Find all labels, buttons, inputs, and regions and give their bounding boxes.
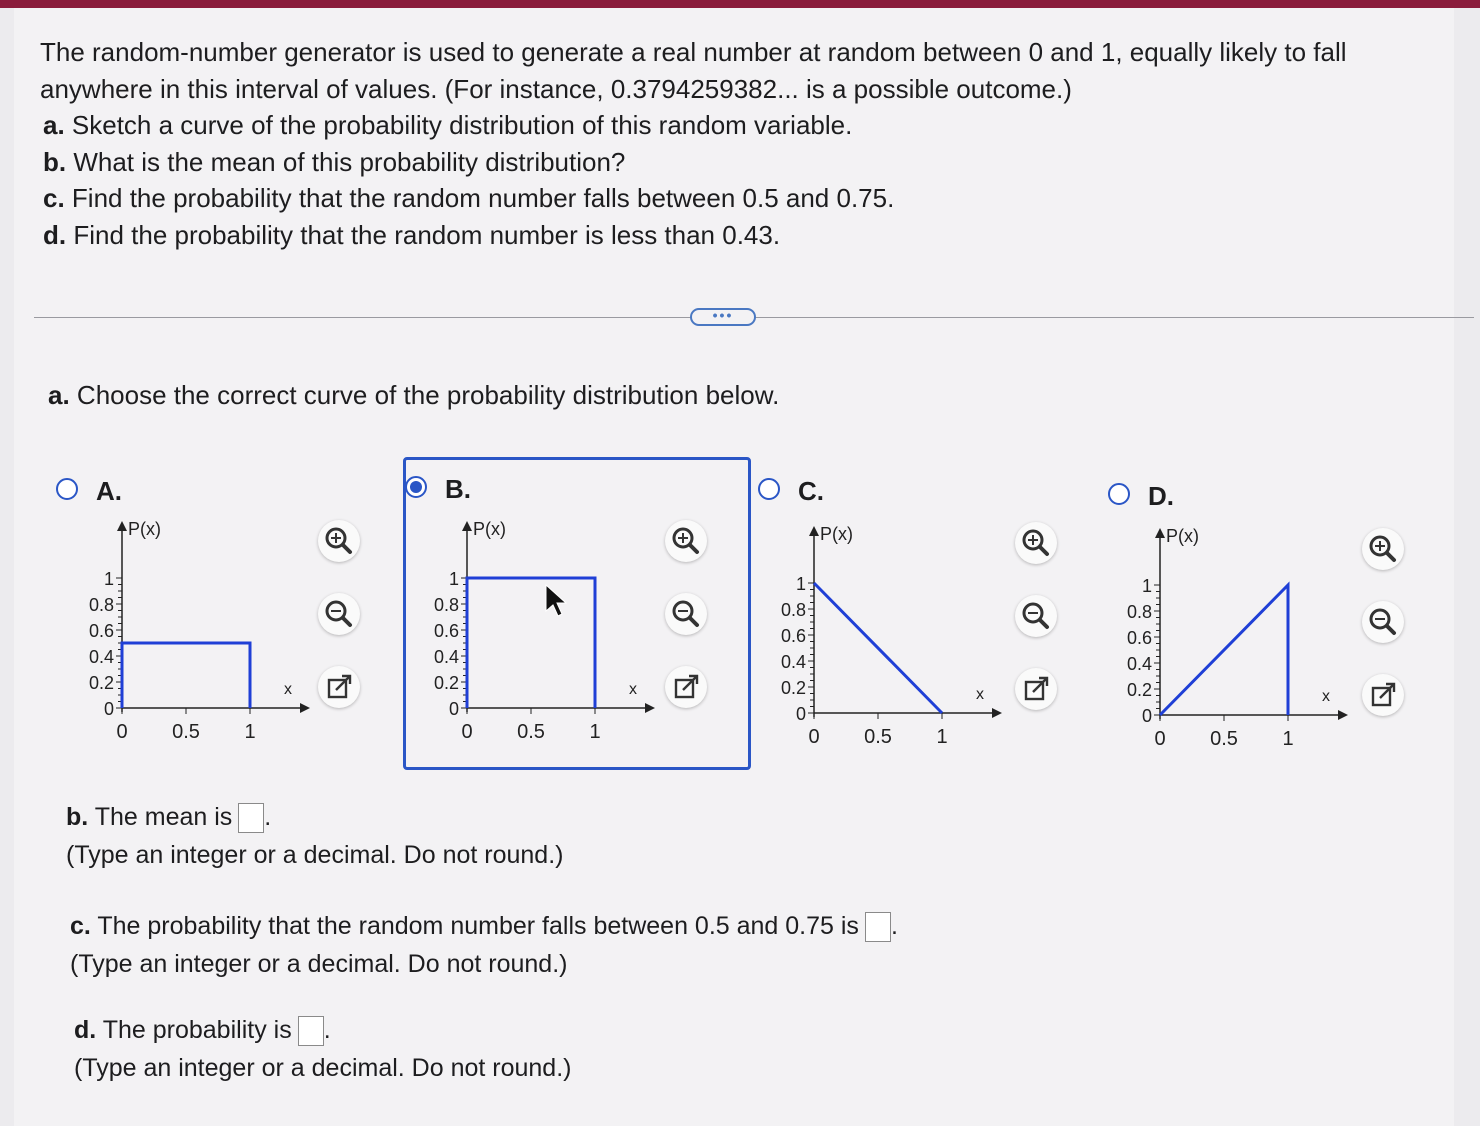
probability-less-input[interactable] (298, 1016, 324, 1046)
zoom-in-icon[interactable] (318, 520, 360, 562)
y-axis-arrow (117, 521, 127, 531)
option-c-label: C. (798, 476, 824, 506)
distribution-curve (1160, 585, 1288, 715)
y-tick-label: 1 (1141, 576, 1152, 596)
x-axis-label: x (976, 686, 984, 703)
y-tick-label: 0.4 (88, 647, 114, 667)
y-tick-label: 0.6 (433, 621, 459, 641)
y-tick-label: 0.6 (88, 621, 114, 641)
more-button[interactable]: ••• (690, 308, 756, 326)
zoom-out-icon-glyph (665, 593, 707, 635)
y-tick-label: 1 (103, 569, 114, 589)
distribution-curve (122, 643, 250, 708)
open-external-icon-glyph (1362, 674, 1404, 716)
x-tick-label: 0.5 (864, 726, 892, 748)
x-tick-label: 1 (936, 726, 948, 748)
y-tick-label: 0.6 (1126, 628, 1152, 648)
part-d-answer: d. The probability is . (Type an integer or a decimal. Do not round.) (74, 1016, 572, 1083)
zoom-out-icon-glyph (1362, 601, 1404, 643)
x-tick-label: 0 (116, 721, 128, 743)
y-tick-label: 1 (795, 574, 806, 594)
x-tick-label: 1 (589, 721, 601, 743)
y-axis-label: P(x) (473, 519, 506, 539)
part-d-hint: (Type an integer or a decimal. Do not round.) (74, 1054, 572, 1083)
y-axis-label: P(x) (820, 524, 853, 544)
zoom-out-icon[interactable] (665, 593, 707, 635)
y-axis-arrow (809, 526, 819, 536)
option-d-radio[interactable] (1108, 483, 1130, 505)
y-tick-label: 0 (103, 699, 114, 719)
zoom-out-icon-glyph (1015, 595, 1057, 637)
x-axis-arrow (645, 703, 655, 713)
x-tick-label: 0.5 (172, 721, 200, 743)
zoom-in-icon-glyph (1015, 522, 1057, 564)
part-b-hint: (Type an integer or a decimal. Do not round.) (66, 841, 564, 870)
distribution-curve (467, 578, 595, 708)
y-axis-arrow (1155, 528, 1165, 538)
zoom-out-icon[interactable] (1362, 601, 1404, 643)
x-tick-label: 0.5 (517, 721, 545, 743)
probability-between-input[interactable] (865, 912, 891, 942)
option-d-label: D. (1148, 481, 1174, 511)
open-external-icon-glyph (1015, 668, 1057, 710)
y-tick-label: 1 (448, 569, 459, 589)
y-tick-label: 0.6 (780, 626, 806, 646)
option-b-radio[interactable] (405, 476, 427, 498)
y-tick-label: 0.4 (780, 652, 806, 672)
zoom-in-icon[interactable] (1015, 522, 1057, 564)
question-part-b: b. What is the mean of this probability distribution? (43, 146, 626, 177)
y-axis-label: P(x) (128, 519, 161, 539)
zoom-out-icon[interactable] (318, 593, 360, 635)
question-line-2: anywhere in this interval of values. (For instance, 0.3794259382... is a possible outcome.) (40, 73, 1072, 104)
x-axis-label: x (1322, 688, 1330, 705)
graph-option-d (1098, 522, 1358, 757)
question-part-a: a. Sketch a curve of the probability distribution of this random variable. (43, 110, 853, 140)
open-external-icon[interactable] (665, 666, 707, 708)
open-external-icon[interactable] (318, 666, 360, 708)
y-tick-label: 0.8 (780, 600, 806, 620)
x-axis-label: x (629, 681, 637, 698)
x-axis-label: x (284, 681, 292, 698)
x-tick-label: 1 (244, 721, 256, 743)
option-a-label: A. (96, 476, 122, 506)
x-tick-label: 0 (461, 721, 473, 743)
x-tick-label: 0.5 (1210, 728, 1238, 750)
y-tick-label: 0.8 (1126, 602, 1152, 622)
y-tick-label: 0.4 (433, 647, 459, 667)
question-text (40, 34, 1460, 253)
zoom-out-icon[interactable] (1015, 595, 1057, 637)
mean-input[interactable] (238, 803, 264, 833)
zoom-in-icon-glyph (1362, 528, 1404, 570)
part-c-answer: c. The probability that the random number falls between 0.5 and 0.75 is . (Type an integer or a decimal. Do not round.) (70, 912, 898, 979)
mouse-cursor-icon (546, 585, 566, 616)
y-tick-label: 0.2 (780, 678, 806, 698)
graph-option-c (752, 520, 1012, 755)
part-a-prompt: a. Choose the correct curve of the probability distribution below. (48, 380, 780, 410)
option-b-label: B. (445, 474, 471, 504)
x-axis-arrow (1338, 710, 1348, 720)
x-tick-label: 0 (1154, 728, 1166, 750)
y-axis-arrow (462, 521, 472, 531)
x-tick-label: 1 (1282, 728, 1294, 750)
part-c-hint: (Type an integer or a decimal. Do not round.) (70, 950, 568, 979)
open-external-icon-glyph (665, 666, 707, 708)
graph-option-a (60, 515, 320, 750)
question-part-c: c. Find the probability that the random number falls between 0.5 and 0.75. (43, 183, 895, 213)
y-tick-label: 0.8 (433, 595, 459, 615)
x-axis-arrow (992, 708, 1002, 718)
question-line-1: The random-number generator is used to generate a real number at random between 0 and 1, equally likely to fall (40, 37, 1347, 67)
open-external-icon-glyph (318, 666, 360, 708)
x-axis-arrow (300, 703, 310, 713)
graph-option-b (405, 515, 665, 750)
y-tick-label: 0.2 (88, 673, 114, 693)
y-tick-label: 0.2 (1126, 680, 1152, 700)
y-tick-label: 0.8 (88, 595, 114, 615)
zoom-in-icon[interactable] (1362, 528, 1404, 570)
open-external-icon[interactable] (1015, 668, 1057, 710)
zoom-out-icon-glyph (318, 593, 360, 635)
zoom-in-icon-glyph (665, 520, 707, 562)
x-tick-label: 0 (808, 726, 820, 748)
option-a-radio[interactable] (56, 478, 78, 500)
distribution-curve (814, 583, 942, 713)
y-tick-label: 0.2 (433, 673, 459, 693)
option-c-radio[interactable] (758, 478, 780, 500)
y-tick-label: 0 (795, 704, 806, 724)
header-bar (0, 0, 1480, 8)
y-tick-label: 0 (448, 699, 459, 719)
zoom-in-icon[interactable] (665, 520, 707, 562)
y-axis-label: P(x) (1166, 526, 1199, 546)
y-tick-label: 0.4 (1126, 654, 1152, 674)
zoom-in-icon-glyph (318, 520, 360, 562)
part-b-answer: b. The mean is . (Type an integer or a decimal. Do not round.) (66, 803, 564, 870)
y-tick-label: 0 (1141, 706, 1152, 726)
question-part-d: d. Find the probability that the random number is less than 0.43. (43, 219, 781, 250)
open-external-icon[interactable] (1362, 674, 1404, 716)
